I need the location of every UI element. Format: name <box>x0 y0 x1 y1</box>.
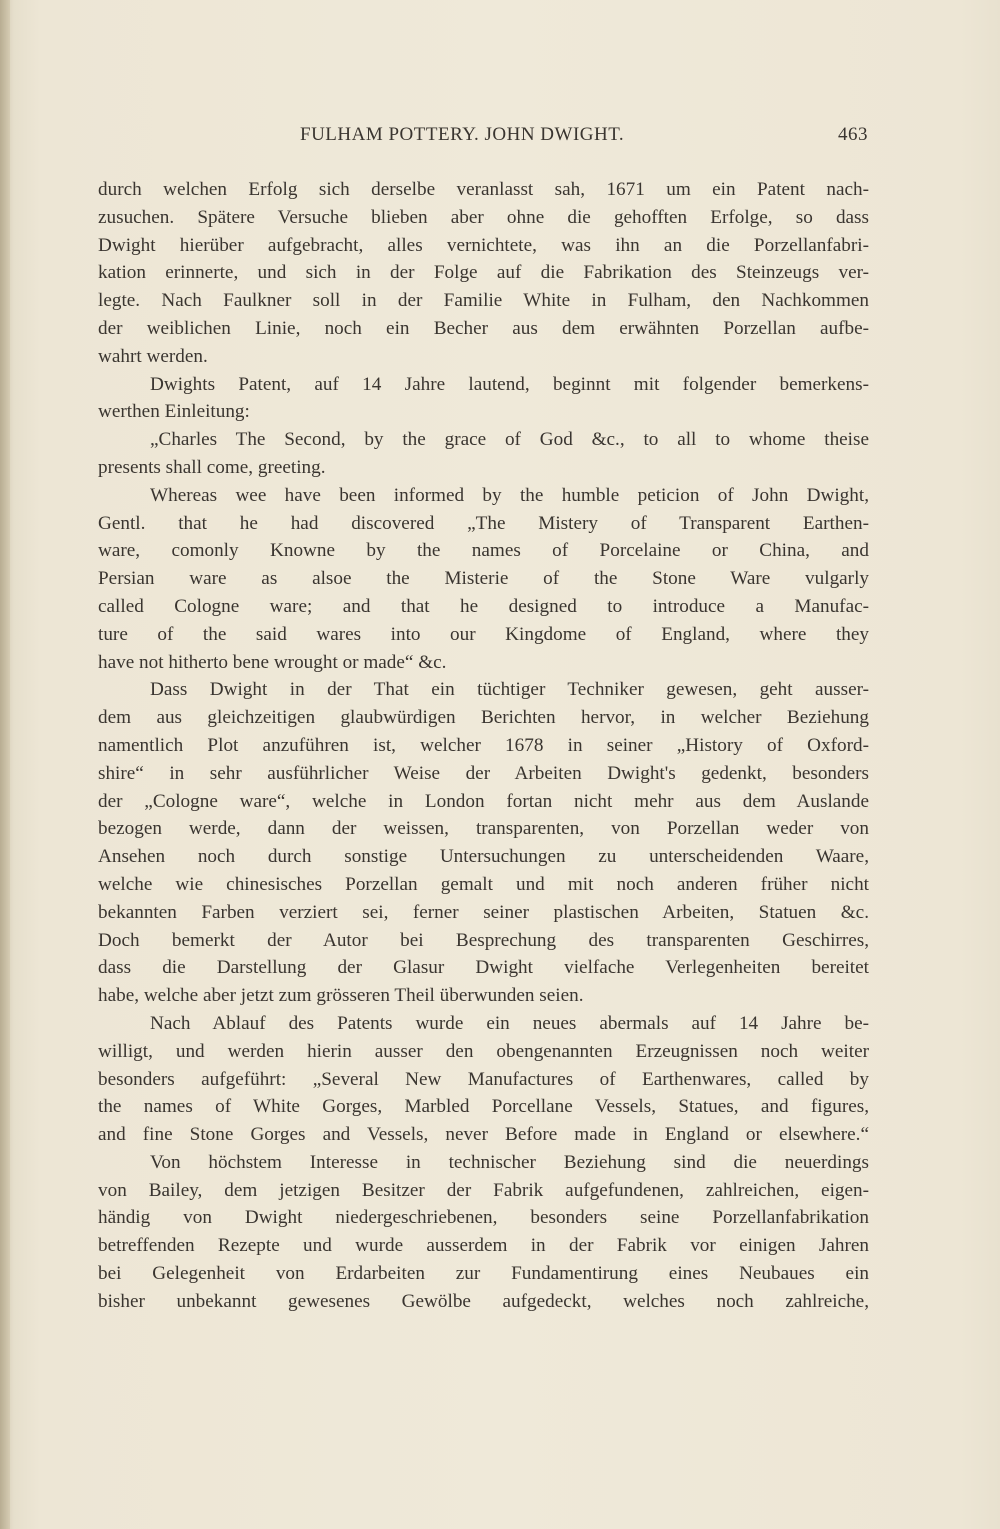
text-line: Gentl. that he had discovered „The Mistery of Transparent Earthen- <box>98 512 869 534</box>
text-line: willigt, und werden hierin ausser den obengenannten Erzeugnissen noch weiter <box>98 1040 869 1062</box>
text-line: der weiblichen Linie, noch ein Becher aus dem erwähnten Porzellan aufbe- <box>98 317 869 339</box>
text-line: Von höchstem Interesse in technischer Beziehung sind die neuerdings <box>150 1151 869 1173</box>
text-line: welche wie chinesisches Porzellan gemalt und mit noch anderen früher nicht <box>98 873 869 895</box>
text-line: kation erinnerte, und sich in der Folge auf die Fabrikation des Steinzeugs ver- <box>98 262 869 284</box>
text-line: bekannten Farben verziert sei, ferner seiner plastischen Arbeiten, Statuen &c. <box>98 901 869 923</box>
text-line: ware, comonly Knowne by the names of Porcelaine or China, and <box>98 540 869 562</box>
text-line: bisher unbekannt gewesenes Gewölbe aufgedeckt, welches noch zahlreiche, <box>98 1290 869 1312</box>
text-line: Dwights Patent, auf 14 Jahre lautend, beginnt mit folgender bemerkens- <box>150 373 869 395</box>
text-line: habe, welche aber jetzt zum grösseren Theil überwunden seien. <box>98 985 584 1007</box>
text-line: zusuchen. Spätere Versuche blieben aber ohne die gehofften Erfolge, so dass <box>98 206 869 228</box>
page-number: 463 <box>838 124 868 145</box>
running-head-title: FULHAM POTTERY. JOHN DWIGHT. <box>300 124 625 145</box>
text-line: durch welchen Erfolg sich derselbe veranlasst sah, 1671 um ein Patent nach- <box>98 179 869 200</box>
text-line: ture of the said wares into our Kingdome of England, where they <box>98 623 869 645</box>
text-line: Dass Dwight in der That ein tüchtiger Techniker gewesen, geht ausser- <box>150 679 869 701</box>
text-line: have not hitherto bene wrought or made“ &c. <box>98 651 447 673</box>
text-line: von Bailey, dem jetzigen Besitzer der Fabrik aufgefundenen, zahlreichen, eigen- <box>98 1179 869 1201</box>
text-line: „Charles The Second, by the grace of God &c., to all to whome theise <box>150 429 869 451</box>
text-line: the names of White Gorges, Marbled Porcellane Vessels, Statues, and figures, <box>98 1096 869 1118</box>
text-line: der „Cologne ware“, welche in London fortan nicht mehr aus dem Auslande <box>98 790 869 812</box>
text-line: dem aus gleichzeitigen glaubwürdigen Berichten hervor, in welcher Beziehung <box>98 707 869 729</box>
text-line: presents shall come, greeting. <box>98 456 326 478</box>
text-line: Nach Ablauf des Patents wurde ein neues abermals auf 14 Jahre be- <box>150 1012 869 1034</box>
text-line: betreffenden Rezepte und wurde ausserdem in der Fabrik vor einigen Jahren <box>98 1235 869 1257</box>
text-line: and fine Stone Gorges and Vessels, never Before made in England or elsewhere.“ <box>98 1124 869 1146</box>
text-line: Dwight hierüber aufgebracht, alles vernichtete, was ihn an die Porzellanfabri- <box>98 234 869 256</box>
text-line: bezogen werde, dann der weissen, transparenten, von Porzellan weder von <box>98 818 869 840</box>
book-binding-edge <box>0 0 10 1529</box>
text-line: shire“ in sehr ausführlicher Weise der Arbeiten Dwight's gedenkt, besonders <box>98 762 869 784</box>
text-line: namentlich Plot anzuführen ist, welcher 1678 in seiner „History of Oxford- <box>98 734 869 756</box>
text-line: bei Gelegenheit von Erdarbeiten zur Fundamentirung eines Neubaues ein <box>98 1263 869 1285</box>
text-line: werthen Einleitung: <box>98 401 250 423</box>
text-line: Doch bemerkt der Autor bei Besprechung des transparenten Geschirres, <box>98 929 869 951</box>
text-line: besonders aufgeführt: „Several New Manufactures of Earthenwares, called by <box>98 1068 869 1090</box>
text-line: wahrt werden. <box>98 345 208 367</box>
running-head <box>0 124 1000 148</box>
text-line: called Cologne ware; and that he designed to introduce a Manufac- <box>98 595 869 617</box>
text-line: Whereas wee have been informed by the humble peticion of John Dwight, <box>150 484 869 506</box>
text-line: Persian ware as alsoe the Misterie of the Stone Ware vulgarly <box>98 568 869 590</box>
text-line: Ansehen noch durch sonstige Untersuchungen zu unterscheidenden Waare, <box>98 846 869 868</box>
text-line: händig von Dwight niedergeschriebenen, besonders seine Porzellanfabrikation <box>98 1207 869 1229</box>
body-text <box>98 176 869 1316</box>
text-line: legte. Nach Faulkner soll in der Familie White in Fulham, den Nachkommen <box>98 290 869 312</box>
text-line: dass die Darstellung der Glasur Dwight vielfache Verlegenheiten bereitet <box>98 957 869 979</box>
